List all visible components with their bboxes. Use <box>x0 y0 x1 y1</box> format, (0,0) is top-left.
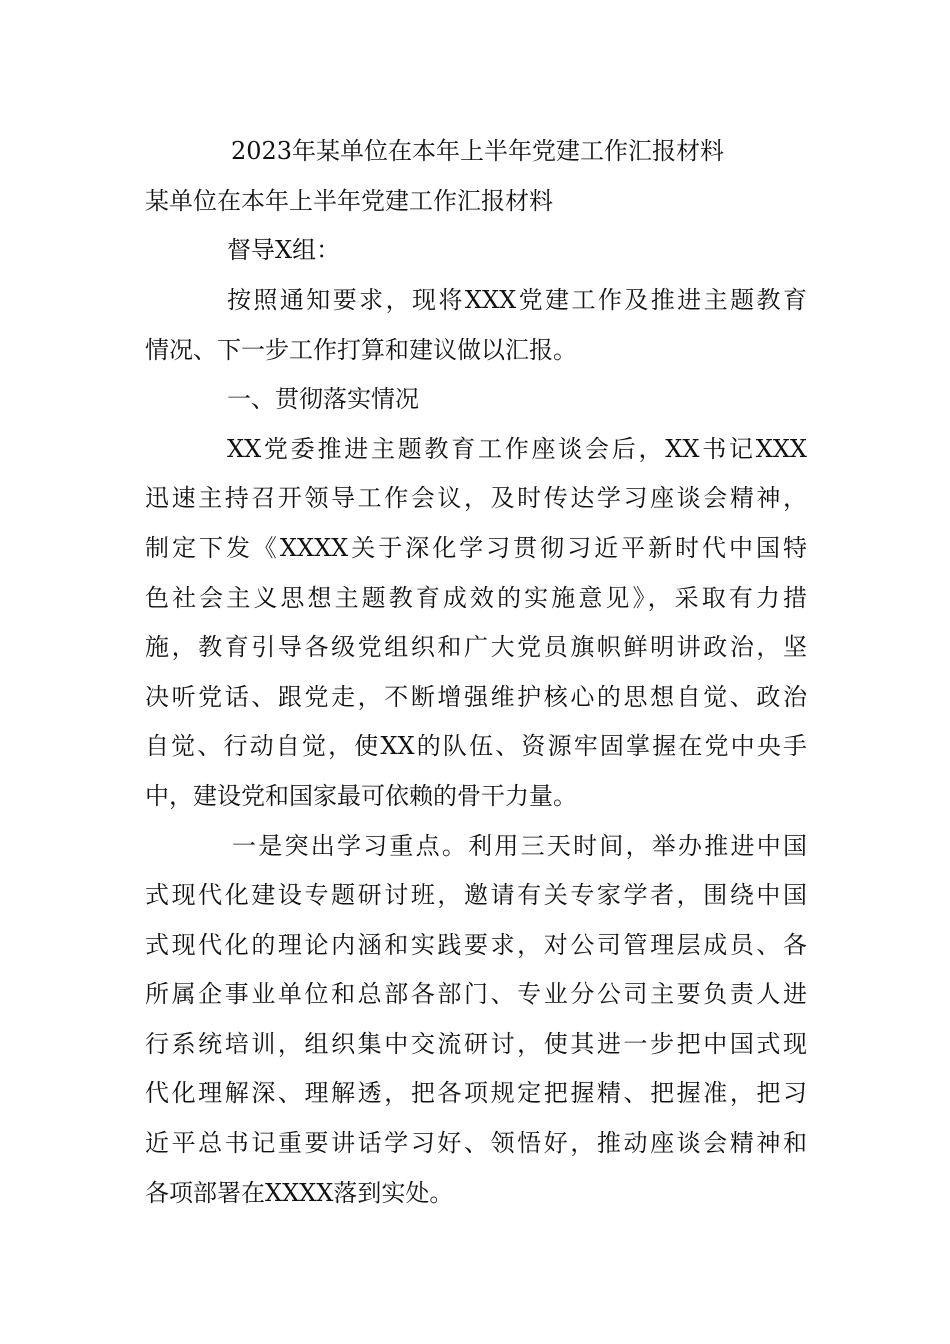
intro-line: 按照通知要求，现将XXX党建工作及推进主题教育 <box>227 286 807 314</box>
paragraph-line: 行系统培训，组织集中交流研讨，使其进一步把中国式现 <box>145 1030 807 1058</box>
paragraph-line: 决听党话、跟党走，不断增强维护核心的思想自觉、政治 <box>145 683 807 711</box>
salutation: 督导X组： <box>227 236 341 264</box>
document-title: 2023年某单位在本年上半年党建工作汇报材料 <box>230 137 725 165</box>
document-subtitle: 某单位在本年上半年党建工作汇报材料 <box>145 187 553 215</box>
paragraph-line: 色社会主义思想主题教育成效的实施意见》，采取有力措 <box>145 584 807 612</box>
paragraph-line: 近平总书记重要讲话学习好、领悟好，推动座谈会精神和 <box>145 1129 807 1157</box>
paragraph-line: 中，建设党和国家最可依赖的骨干力量。 <box>145 782 577 810</box>
paragraph-line: 式现代化的理论内涵和实践要求，对公司管理层成员、各 <box>145 931 807 959</box>
paragraph-line: 代化理解深、理解透，把各项规定把握精、把握准，把习 <box>145 1079 807 1107</box>
paragraph-line: 自觉、行动自觉，使XX的队伍、资源牢固掌握在党中央手 <box>145 732 807 760</box>
paragraph-line: 制定下发《XXXX关于深化学习贯彻习近平新时代中国特 <box>145 534 807 562</box>
paragraph-line: 施，教育引导各级党组织和广大党员旗帜鲜明讲政治，坚 <box>145 633 807 661</box>
paragraph-line: 各项部署在XXXX落到实处。 <box>145 1179 454 1207</box>
paragraph-line: 迅速主持召开领导工作会议，及时传达学习座谈会精神， <box>145 484 807 512</box>
paragraph-line: XX党委推进主题教育工作座谈会后，XX书记XXX <box>227 435 807 463</box>
paragraph-line: 式现代化建设专题研讨班，邀请有关专家学者，围绕中国 <box>145 881 807 909</box>
paragraph-line: 所属企事业单位和总部各部门、专业分公司主要负责人进 <box>145 980 807 1008</box>
intro-line: 情况、下一步工作打算和建议做以汇报。 <box>145 336 577 364</box>
section-heading: 一、贯彻落实情况 <box>227 385 419 413</box>
paragraph-line: 一是突出学习重点。利用三天时间，举办推进中国 <box>232 832 807 860</box>
